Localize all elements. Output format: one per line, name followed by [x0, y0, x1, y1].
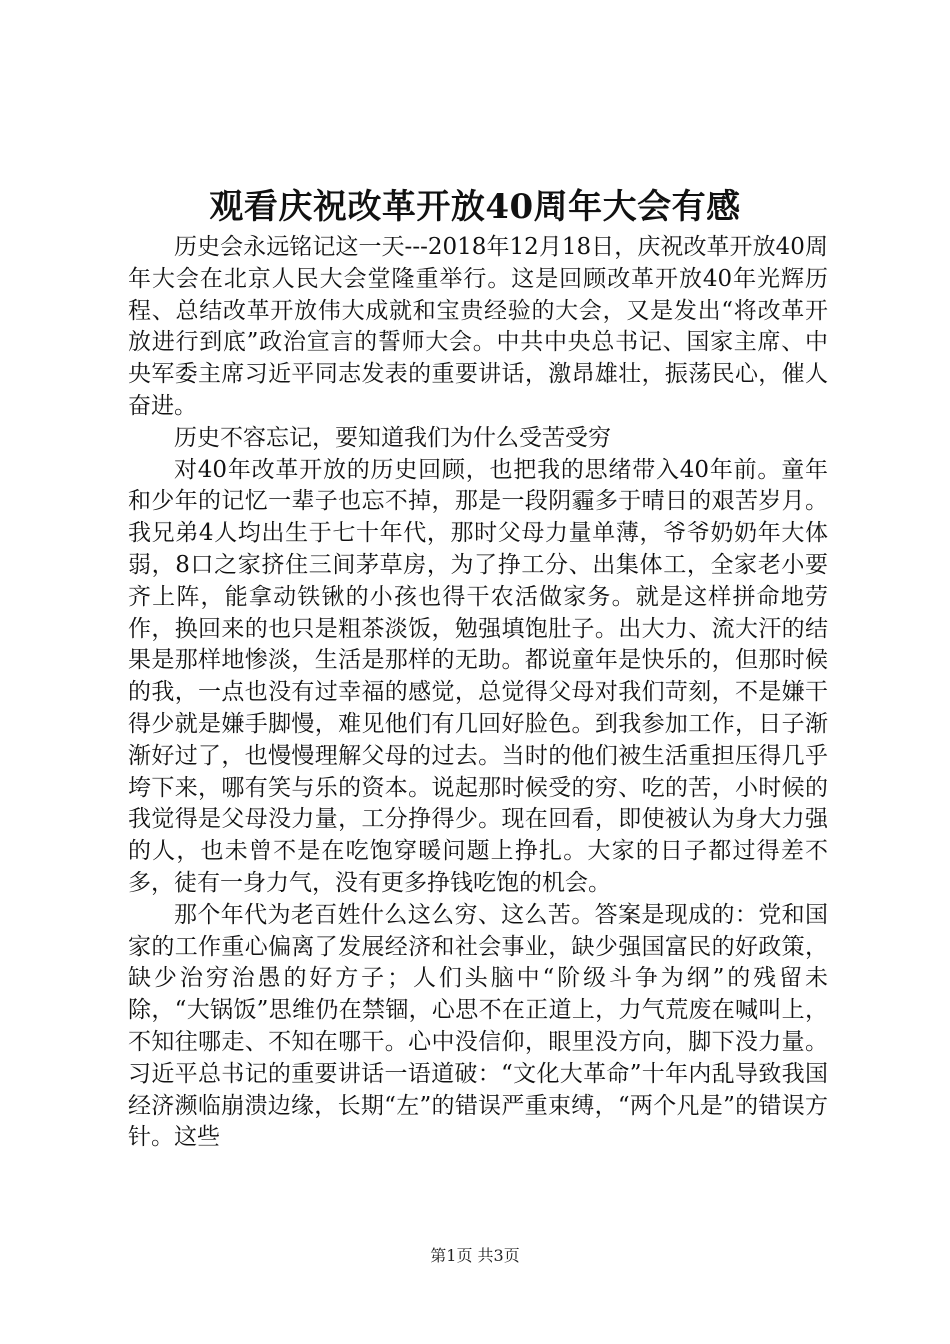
paragraph-2-heading: 历史不容忘记，要知道我们为什么受苦受穷 [174, 424, 611, 451]
page-footer: 第1页 共3页 [430, 1246, 520, 1265]
paragraph-3: 对40年改革开放的历史回顾，也把我的思绪带入40年前。童年和少年的记忆一辈子也忘不掉，那是一段阴霾多于晴日的艰苦岁月。我兄弟4人均出生于七十年代，那时父母力量单薄，爷爷奶奶年大体弱，8口之家挤住三间茅草房，为了挣工分、出集体工，全家老小要齐上阵，能拿动铁锹的小孩也得干农活做家务。就是这样拼命地劳作，换回来的也只是粗茶淡饭，勉强填饱肚子。出大力、流大汗的结果是那样地惨淡，生活是那样的无助。都说童年是快乐的，但那时候的我，一点也没有过幸福的感觉，总觉得父母对我们苛刻，不是嫌干得少就是嫌手脚慢，难见他们有几回好脸色。到我参加工作，日子渐渐好过了，也慢慢理解父母的过去。当时的他们被生活重担压得几乎垮下来，哪有笑与乐的资本。说起那时候受的穷、吃的苦，小时候的我觉得是父母没力量，工分挣得少。现在回看，即使被认为身大力强的人，也未曾不是在吃饱穿暖问题上挣扎。大家的日子都过得差不多，徒有一身力气，没有更多挣钱吃饱的机会。 [128, 456, 828, 896]
paragraph-4: 那个年代为老百姓什么这么穷、这么苦。答案是现成的：党和国家的工作重心偏离了发展经济和社会事业，缺少强国富民的好政策，缺少治穷治愚的好方子；人们头脑中“阶级斗争为纲”的残留未除，“大锅饭”思维仍在禁锢，心思不在正道上，力气荒废在喊叫上，不知往哪走、不知在哪干。心中没信仰，眼里没方向，脚下没力量。习近平总书记的重要讲话一语道破：“文化大革命”十年内乱导致我国经济濒临崩溃边缘，长期“左”的错误严重束缚，“两个凡是”的错误方针。这些 [128, 901, 828, 1151]
paragraph-1: 历史会永远铭记这一天---2018年12月18日，庆祝改革开放40周年大会在北京人民大会堂隆重举行。这是回顾改革开放40年光辉历程、总结改革开放伟大成就和宝贵经验的大会，又是发出“将改革开放进行到底”政治宣言的誓师大会。中共中央总书记、国家主席、中央军委主席习近平同志发表的重要讲话，激昂雄壮，振荡民心，催人奋进。 [128, 234, 828, 419]
document-body [128, 232, 828, 1154]
document-title: 观看庆祝改革开放40周年大会有感 [209, 187, 741, 227]
